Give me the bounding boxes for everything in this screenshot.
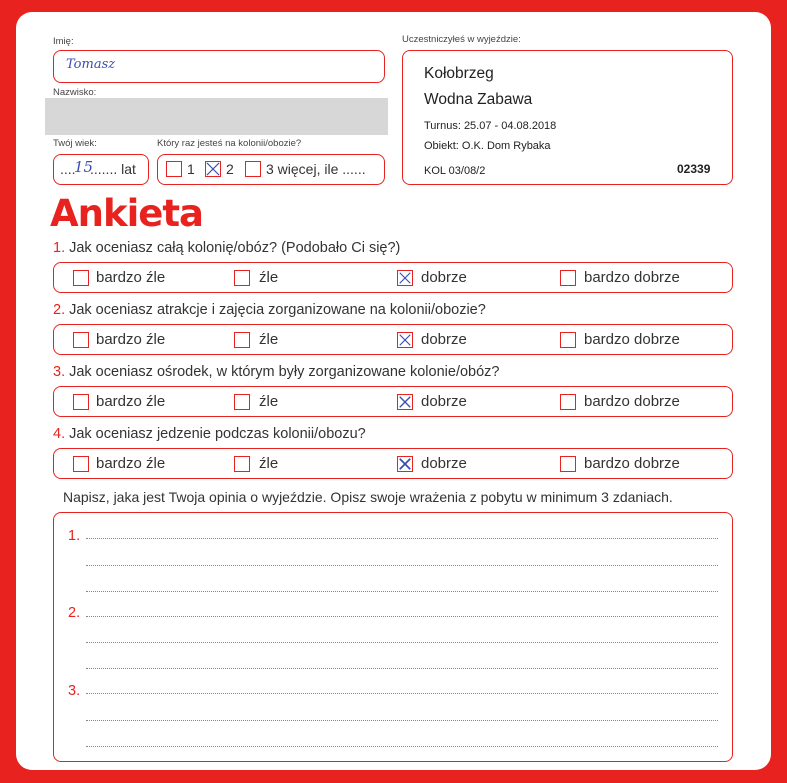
q3-checkbox-bardzo-zle[interactable]	[73, 394, 89, 410]
name-field[interactable]	[53, 50, 385, 83]
times-opt1: 1	[187, 161, 195, 177]
question-1-answers	[53, 262, 733, 293]
q2-option-zle: źle	[259, 331, 279, 348]
opinion-box[interactable]	[53, 512, 733, 762]
q1-option-bardzo-zle: bardzo źle	[96, 269, 166, 286]
trip-label: Uczestniczyłeś w wyjeździe:	[402, 34, 521, 45]
opinion-line	[86, 668, 718, 669]
q3-checkbox-bardzo-dobrze[interactable]	[560, 394, 576, 410]
q1-checkbox-dobrze[interactable]	[397, 270, 413, 286]
q2-option-bardzo-dobrze: bardzo dobrze	[584, 331, 680, 348]
q1-option-zle: źle	[259, 269, 279, 286]
question-1	[53, 240, 400, 256]
question-3-text: Jak oceniasz ośrodek, w którym były zorganizowane kolonie/obóz?	[69, 364, 500, 380]
q1-option-dobrze: dobrze	[421, 269, 467, 286]
question-2-number: 2.	[53, 302, 66, 318]
q4-checkbox-bardzo-dobrze[interactable]	[560, 456, 576, 472]
name-label: Imię:	[53, 36, 74, 47]
opinion-number-2: 2.	[68, 605, 81, 621]
q2-option-bardzo-zle: bardzo źle	[96, 331, 166, 348]
question-4-number: 4.	[53, 426, 66, 442]
age-label: Twój wiek:	[53, 138, 97, 149]
times-label: Który raz jesteś na kolonii/obozie?	[157, 138, 302, 149]
q2-checkbox-zle[interactable]	[234, 332, 250, 348]
q3-checkbox-dobrze[interactable]	[397, 394, 413, 410]
age-suffix: ....... lat	[90, 161, 136, 177]
trip-code: KOL 03/08/2	[424, 165, 486, 177]
question-4	[53, 426, 366, 442]
question-1-text: Jak oceniasz całą kolonię/obóz? (Podobało Ci się?)	[69, 240, 401, 256]
q3-option-bardzo-zle: bardzo źle	[96, 393, 166, 410]
q1-checkbox-zle[interactable]	[234, 270, 250, 286]
question-4-text: Jak oceniasz jedzenie podczas kolonii/obozu?	[69, 426, 366, 442]
opinion-line	[86, 565, 718, 566]
times-opt3: 3 więcej, ile ......	[266, 161, 366, 177]
name-value: Tomasz	[66, 57, 116, 72]
surname-redacted	[45, 98, 388, 135]
times-opt2: 2	[226, 161, 234, 177]
q4-option-zle: źle	[259, 455, 279, 472]
survey-title: Ankieta	[50, 192, 204, 235]
q4-checkbox-dobrze[interactable]	[397, 456, 413, 472]
age-field[interactable]	[53, 154, 149, 185]
age-prefix: ....	[60, 161, 76, 177]
times-checkbox-1[interactable]	[166, 161, 182, 177]
q4-option-bardzo-dobrze: bardzo dobrze	[584, 455, 680, 472]
opinion-line	[86, 591, 718, 592]
opinion-line	[86, 538, 718, 539]
q3-option-bardzo-dobrze: bardzo dobrze	[584, 393, 680, 410]
opinion-prompt: Napisz, jaka jest Twoja opinia o wyjeździe. Opisz swoje wrażenia z pobytu w minimum 3 zdaniach.	[63, 489, 673, 505]
question-2-text: Jak oceniasz atrakcje i zajęcia zorganizowane na kolonii/obozie?	[69, 302, 486, 318]
trip-name: Wodna Zabawa	[424, 91, 533, 108]
q1-option-bardzo-dobrze: bardzo dobrze	[584, 269, 680, 286]
opinion-line	[86, 642, 718, 643]
times-checkbox-3[interactable]	[245, 161, 261, 177]
opinion-line	[86, 616, 718, 617]
opinion-line	[86, 720, 718, 721]
question-3	[53, 364, 499, 380]
trip-turnus: Turnus: 25.07 - 04.08.2018	[424, 120, 557, 132]
opinion-line	[86, 746, 718, 747]
q4-checkbox-zle[interactable]	[234, 456, 250, 472]
opinion-line	[86, 693, 718, 694]
question-2-answers	[53, 324, 733, 355]
q2-option-dobrze: dobrze	[421, 331, 467, 348]
q1-checkbox-bardzo-dobrze[interactable]	[560, 270, 576, 286]
q2-checkbox-dobrze[interactable]	[397, 332, 413, 348]
trip-obiekt: Obiekt: O.K. Dom Rybaka	[424, 140, 551, 152]
opinion-number-3: 3.	[68, 683, 81, 699]
question-1-number: 1.	[53, 240, 66, 256]
q3-checkbox-zle[interactable]	[234, 394, 250, 410]
age-value: 15	[74, 158, 94, 176]
q4-option-dobrze: dobrze	[421, 455, 467, 472]
trip-number: 02339	[677, 162, 711, 176]
q4-option-bardzo-zle: bardzo źle	[96, 455, 166, 472]
q2-checkbox-bardzo-zle[interactable]	[73, 332, 89, 348]
question-3-number: 3.	[53, 364, 66, 380]
q3-option-dobrze: dobrze	[421, 393, 467, 410]
question-2	[53, 302, 486, 318]
trip-place: Kołobrzeg	[424, 65, 494, 82]
times-checkbox-2[interactable]	[205, 161, 221, 177]
q2-checkbox-bardzo-dobrze[interactable]	[560, 332, 576, 348]
q4-checkbox-bardzo-zle[interactable]	[73, 456, 89, 472]
trip-box	[402, 50, 733, 185]
times-field	[157, 154, 385, 185]
surname-label: Nazwisko:	[53, 87, 97, 98]
question-3-answers	[53, 386, 733, 417]
question-4-answers	[53, 448, 733, 479]
q1-checkbox-bardzo-zle[interactable]	[73, 270, 89, 286]
opinion-number-1: 1.	[68, 528, 81, 544]
q3-option-zle: źle	[259, 393, 279, 410]
